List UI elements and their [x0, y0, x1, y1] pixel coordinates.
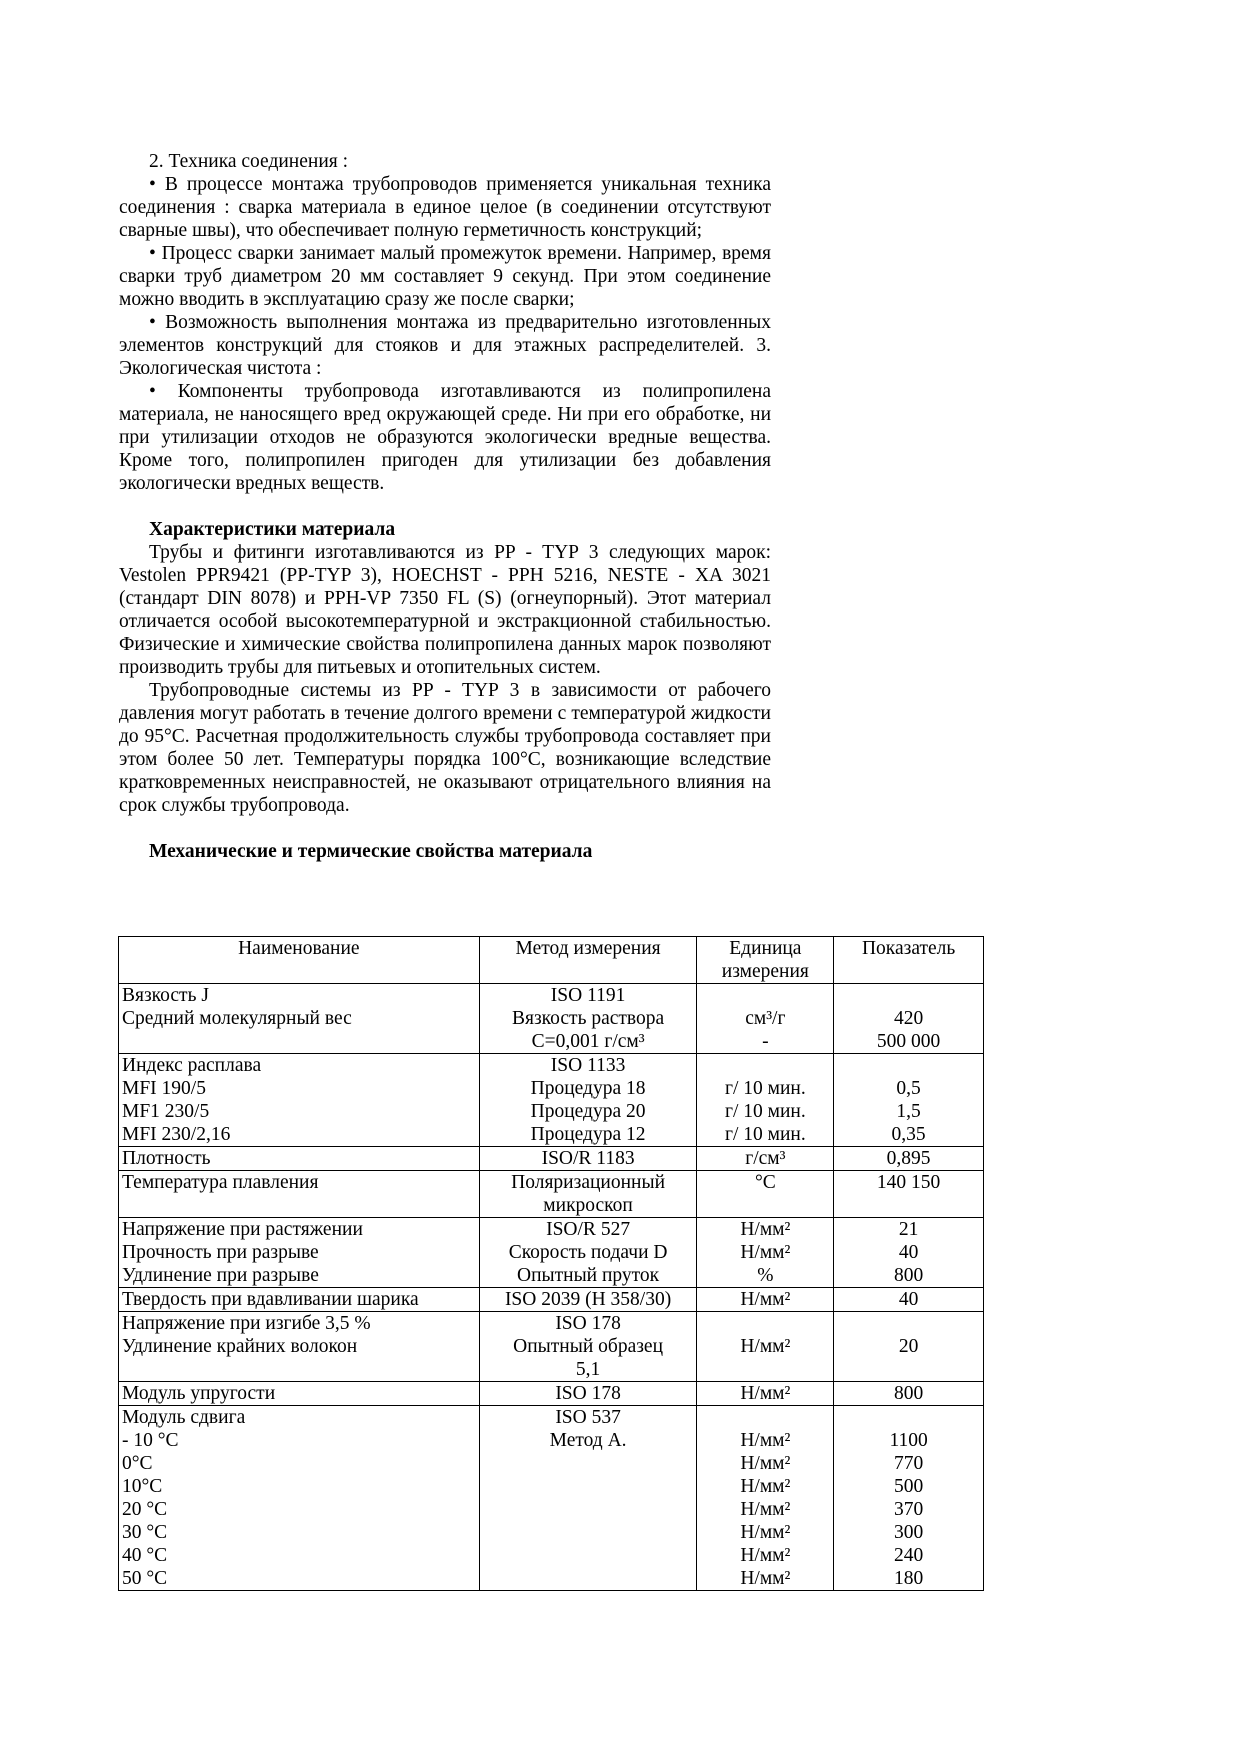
cell-name: [119, 1147, 480, 1171]
cell-method: [479, 1218, 697, 1288]
cell-value-line: [837, 1406, 980, 1429]
cell-unit-line: Н/мм²: [740, 1219, 791, 1240]
properties-table: [118, 936, 984, 1591]
cell-unit: [697, 1171, 834, 1218]
cell-unit-line: Н/мм²: [740, 1453, 791, 1474]
cell-name-line: - 10 °C: [122, 1430, 179, 1451]
cell-value-line: 40: [898, 1289, 919, 1310]
cell-name-line: [122, 1030, 476, 1053]
cell-value-line: 140 150: [876, 1172, 941, 1193]
cell-value-line: 500: [893, 1476, 924, 1497]
cell-value-line: 240: [893, 1545, 924, 1566]
cell-value-line: 0,895: [886, 1148, 931, 1169]
table-row: [119, 984, 984, 1054]
cell-method-line: Процедура 18: [530, 1078, 646, 1099]
cell-name-line: Напряжение при растяжении: [122, 1219, 363, 1240]
cell-unit-line: Н/мм²: [740, 1545, 791, 1566]
cell-unit-line: Н/мм²: [740, 1499, 791, 1520]
cell-method-line: ISO 178: [555, 1313, 621, 1334]
cell-name: [119, 1288, 480, 1312]
cell-method-line: ISO 2039 (H 358/30): [504, 1289, 672, 1310]
cell-value: [834, 1171, 984, 1218]
cell-value-line: [837, 1312, 980, 1335]
table-header-row: [119, 937, 984, 984]
cell-unit-line: [700, 1358, 830, 1381]
cell-method-line: Процедура 20: [530, 1101, 646, 1122]
paragraph-welding-time: • Процесс сварки занимает малый промежуток времени. Например, время сварки труб диаметром 20 мм составляет 9 секунд. При этом соединение можно вводить в эксплуатацию сразу же после сварки;: [119, 243, 771, 310]
cell-method-line: Метод А.: [549, 1430, 627, 1451]
cell-name-line: Индекс расплава: [122, 1055, 262, 1076]
header-name: Наименование: [119, 937, 480, 984]
cell-method-line: Опытный образец: [513, 1336, 664, 1357]
section-joining-title: 2. Техника соединения :: [149, 151, 349, 172]
cell-value: [834, 1147, 984, 1171]
table-body: [119, 984, 984, 1591]
cell-unit-line: Н/мм²: [740, 1522, 791, 1543]
document-body: [119, 150, 771, 863]
cell-method-line: ISO/R 527: [546, 1219, 631, 1240]
table-row: [119, 1382, 984, 1406]
cell-value-line: 20: [898, 1336, 919, 1357]
cell-value-line: [837, 1054, 980, 1077]
cell-value-line: 0,35: [891, 1124, 926, 1145]
cell-name-line: 30 °C: [122, 1522, 168, 1543]
cell-unit: [697, 1288, 834, 1312]
cell-value-line: 300: [893, 1522, 924, 1543]
cell-method: [479, 984, 697, 1054]
cell-name: [119, 984, 480, 1054]
cell-value-line: [837, 1358, 980, 1381]
cell-value-line: 180: [893, 1568, 924, 1589]
cell-unit-line: Н/мм²: [740, 1568, 791, 1589]
cell-name-line: Твердость при вдавливании шарика: [122, 1289, 419, 1310]
cell-unit-line: -: [762, 1031, 769, 1052]
cell-unit-line: Н/мм²: [740, 1476, 791, 1497]
cell-unit: [697, 1218, 834, 1288]
cell-name: [119, 1054, 480, 1147]
cell-method-line: микроскоп: [543, 1195, 633, 1216]
cell-unit: [697, 1054, 834, 1147]
cell-unit-line: Н/мм²: [740, 1383, 791, 1404]
cell-method-line: 5,1: [575, 1359, 601, 1380]
cell-value-line: 800: [893, 1265, 924, 1286]
cell-name-line: 0°C: [122, 1453, 153, 1474]
table-row: [119, 1147, 984, 1171]
cell-method-line: Опытный пруток: [517, 1265, 660, 1286]
cell-method: [479, 1171, 697, 1218]
cell-unit-line: Н/мм²: [740, 1289, 791, 1310]
header-method: Метод измерения: [479, 937, 697, 984]
cell-method-line: [483, 1567, 694, 1590]
cell-name: [119, 1382, 480, 1406]
cell-name-line: MFI 190/5: [122, 1078, 206, 1099]
cell-name: [119, 1218, 480, 1288]
cell-name-line: [122, 1358, 476, 1381]
cell-name: [119, 1171, 480, 1218]
cell-unit: [697, 1406, 834, 1591]
cell-unit: [697, 1147, 834, 1171]
cell-value: [834, 1406, 984, 1591]
table-row: [119, 1288, 984, 1312]
cell-value-line: 1100: [889, 1430, 928, 1451]
cell-method-line: [483, 1498, 694, 1521]
cell-method-line: [483, 1452, 694, 1475]
heading-mechanical-properties: Механические и термические свойства материала: [149, 841, 593, 862]
cell-value-line: 800: [893, 1383, 924, 1404]
cell-unit-line: [700, 984, 830, 1007]
cell-name-line: Удлинение крайних волокон: [122, 1336, 358, 1357]
cell-method-line: Скорость подачи D: [508, 1242, 668, 1263]
cell-value-line: 0,5: [896, 1078, 921, 1099]
cell-value-line: 770: [893, 1453, 924, 1474]
paragraph-welding-technique: • В процессе монтажа трубопроводов применяется уникальная техника соединения : сварка материала в единое целое (в соединении отсутствуют сварные швы), что обеспечивает полную герметичность конструкций;: [119, 174, 771, 241]
cell-unit-line: Н/мм²: [740, 1336, 791, 1357]
cell-method-line: Процедура 12: [530, 1124, 646, 1145]
cell-unit: [697, 1382, 834, 1406]
cell-unit-line: г/ 10 мин.: [724, 1124, 806, 1145]
table-row: [119, 1171, 984, 1218]
cell-value-line: 1,5: [896, 1101, 921, 1122]
cell-method-line: ISO 178: [555, 1383, 621, 1404]
paragraph-ecology: • Компоненты трубопровода изготавливаются из полипропилена материала, не наносящего вред окружающей среде. Ни при его обработке, ни при утилизации отходов не образуются экологически вредные вещества. Кроме того, полипропилен пригоден для утилизации без добавления экологически вредных веществ.: [119, 381, 771, 494]
cell-unit-line: Н/мм²: [740, 1242, 791, 1263]
table-row: [119, 1218, 984, 1288]
table-row: [119, 1054, 984, 1147]
cell-value-line: 370: [893, 1499, 924, 1520]
cell-unit-line: Н/мм²: [740, 1430, 791, 1451]
cell-name: [119, 1312, 480, 1382]
cell-value-line: [837, 984, 980, 1007]
cell-method: [479, 1382, 697, 1406]
cell-method-line: ISO/R 1183: [541, 1148, 635, 1169]
cell-value-line: 500 000: [876, 1031, 941, 1052]
paragraph-service-life: Трубопроводные системы из PP - TYP 3 в зависимости от рабочего давления могут работать в течение долгого времени с температурой жидкости до 95°C. Расчетная продолжительность службы трубопровода составляет при этом более 50 лет. Температуры порядка 100°C, возникающие вследствие кратковременных неисправностей, не оказывают отрицательного влияния на срок службы трубопровода.: [119, 680, 771, 816]
table-row: [119, 1406, 984, 1591]
cell-value-line: 21: [898, 1219, 919, 1240]
cell-name-line: Модуль упругости: [122, 1383, 276, 1404]
cell-name-line: 50 °C: [122, 1568, 168, 1589]
cell-unit: [697, 984, 834, 1054]
cell-method: [479, 1312, 697, 1382]
cell-unit-line: °C: [754, 1172, 776, 1193]
cell-name-line: Вязкость J: [122, 985, 209, 1006]
cell-method-line: ISO 1191: [550, 985, 626, 1006]
cell-name-line: 40 °C: [122, 1545, 168, 1566]
cell-method-line: Поляризационный: [511, 1172, 666, 1193]
cell-value: [834, 1288, 984, 1312]
cell-unit-line: %: [757, 1265, 774, 1286]
cell-method-line: ISO 1133: [550, 1055, 626, 1076]
cell-value-line: 40: [898, 1242, 919, 1263]
paragraph-material-grades: Трубы и фитинги изготавливаются из PP - TYP 3 следующих марок: Vestolen PPR9421 (PP-TYP 3), HOECHST - PPH 5216, NESTE - XA 3021 (стандарт DIN 8078) и PPH-VP 7350 FL (S) (огнеупорный). Этот материал отличается особой высокотемпературной и экстракционной стабильностью. Физические и химические свойства полипропилена данных марок позволяют производить трубы для питьевых и отопительных систем.: [119, 542, 771, 678]
cell-unit-line: [700, 1312, 830, 1335]
cell-unit-line: [700, 1406, 830, 1429]
cell-method: [479, 1147, 697, 1171]
paragraph-prefabrication: • Возможность выполнения монтажа из предварительно изготовленных элементов конструкций для стояков и для этажных распределителей. 3. Экологическая чистота :: [119, 312, 771, 379]
cell-unit-line: г/ 10 мин.: [724, 1101, 806, 1122]
cell-value: [834, 1054, 984, 1147]
cell-name-line: [122, 1194, 476, 1217]
header-unit: Единица измерения: [697, 937, 834, 984]
cell-unit-line: см³/г: [745, 1008, 786, 1029]
cell-method-line: Вязкость раствора: [512, 1008, 665, 1029]
cell-name-line: Напряжение при изгибе 3,5 %: [122, 1313, 371, 1334]
cell-name-line: Модуль сдвига: [122, 1407, 246, 1428]
cell-value: [834, 1218, 984, 1288]
cell-name-line: 20 °C: [122, 1499, 168, 1520]
cell-method-line: ISO 537: [555, 1407, 621, 1428]
cell-name-line: MFI 230/2,16: [122, 1124, 231, 1145]
header-value: Показатель: [834, 937, 984, 984]
cell-name-line: Удлинение при разрыве: [122, 1265, 319, 1286]
cell-name: [119, 1406, 480, 1591]
cell-method: [479, 1406, 697, 1591]
cell-name-line: MF1 230/5: [122, 1101, 210, 1122]
cell-name-line: 10°C: [122, 1476, 163, 1497]
cell-name-line: Температура плавления: [122, 1172, 319, 1193]
cell-value: [834, 1382, 984, 1406]
heading-material-characteristics: Характеристики материала: [149, 519, 396, 540]
cell-value: [834, 984, 984, 1054]
cell-value-line: 420: [893, 1008, 924, 1029]
cell-method-line: [483, 1544, 694, 1567]
cell-method: [479, 1054, 697, 1147]
cell-unit-line: г/см³: [745, 1148, 786, 1169]
cell-name-line: Плотность: [122, 1148, 211, 1169]
cell-name-line: Прочность при разрыве: [122, 1242, 319, 1263]
cell-method-line: [483, 1475, 694, 1498]
cell-unit-line: г/ 10 мин.: [724, 1078, 806, 1099]
cell-value-line: [837, 1194, 980, 1217]
cell-unit: [697, 1312, 834, 1382]
table-row: [119, 1312, 984, 1382]
cell-method-line: [483, 1521, 694, 1544]
cell-value: [834, 1312, 984, 1382]
cell-unit-line: [700, 1194, 830, 1217]
cell-method: [479, 1288, 697, 1312]
cell-name-line: Средний молекулярный вес: [122, 1008, 352, 1029]
cell-method-line: C=0,001 г/см³: [531, 1031, 645, 1052]
cell-unit-line: [700, 1054, 830, 1077]
